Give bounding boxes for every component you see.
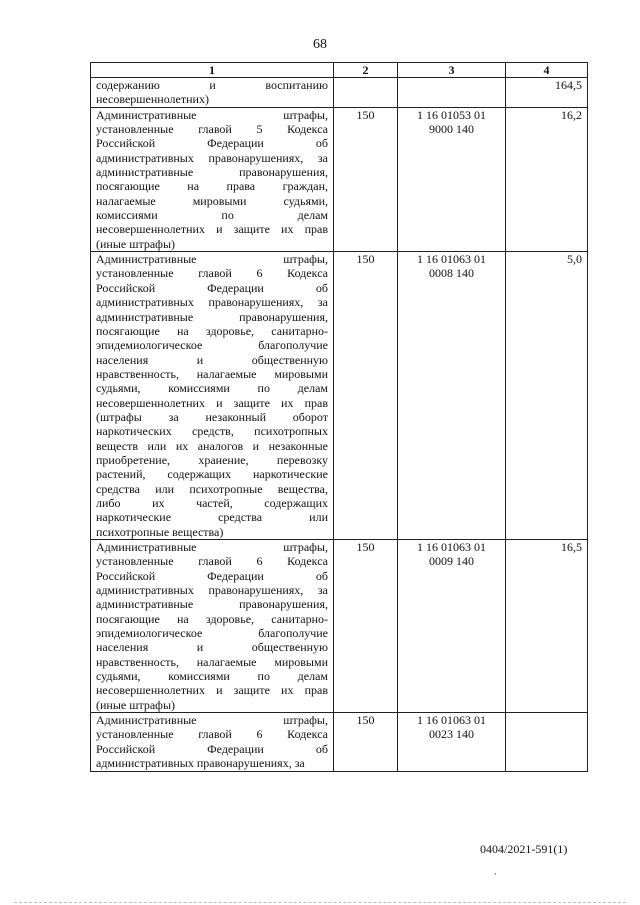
document-code: 0404/2021-591(1) bbox=[480, 842, 568, 856]
table-row bbox=[91, 540, 588, 713]
description-line: Административные штрафы, bbox=[96, 713, 328, 728]
description-line: судьями, комиссиями по делам bbox=[96, 669, 328, 684]
row-admin-code: 150 bbox=[334, 107, 398, 251]
row-amount bbox=[506, 713, 588, 771]
budget-table bbox=[90, 62, 588, 772]
budget-code-line: 1 16 01063 01 bbox=[417, 252, 486, 267]
budget-code-line: 0023 140 bbox=[429, 727, 474, 742]
table-header bbox=[91, 63, 588, 78]
description-line: психотропные вещества) bbox=[96, 524, 224, 539]
description-line: административные правонарушения, bbox=[96, 165, 328, 180]
row-amount: 16,5 bbox=[506, 540, 588, 713]
row-amount: 164,5 bbox=[506, 78, 588, 108]
description-line: административные правонарушения, bbox=[96, 309, 328, 324]
description-line: Российской Федерации об bbox=[96, 280, 328, 295]
budget-code-line: 9000 140 bbox=[429, 122, 474, 137]
description-line: Российской Федерации об bbox=[96, 136, 328, 151]
table-body bbox=[91, 78, 588, 772]
description-line: административных правонарушениях, за bbox=[96, 150, 328, 165]
description-line: посягающие на здоровье, санитарно- bbox=[96, 611, 328, 626]
description-line: средства или психотропные вещества, bbox=[96, 481, 328, 496]
row-description bbox=[91, 713, 334, 771]
row-description bbox=[91, 252, 334, 540]
table-row bbox=[91, 107, 588, 251]
description-line: налагаемые мировыми судьями, bbox=[96, 193, 328, 208]
description-line: несовершеннолетних и защите их прав bbox=[96, 222, 328, 237]
description-line: установленные главой 6 Кодекса bbox=[96, 727, 328, 742]
description-line: административные правонарушения, bbox=[96, 597, 328, 612]
description-line: Административные штрафы, bbox=[96, 252, 328, 267]
row-admin-code: 150 bbox=[334, 540, 398, 713]
budget-code-line: 1 16 01063 01 bbox=[417, 713, 486, 728]
row-admin-code: 150 bbox=[334, 713, 398, 771]
row-budget-code bbox=[398, 252, 506, 540]
description-line: эпидемиологическое благополучие bbox=[96, 626, 328, 641]
budget-code-line: 1 16 01053 01 bbox=[417, 107, 486, 122]
description-line: либо их частей, содержащих bbox=[96, 495, 328, 510]
scan-mark: , bbox=[494, 866, 497, 876]
description-line: Административные штрафы, bbox=[96, 107, 328, 122]
row-admin-code: 150 bbox=[334, 252, 398, 540]
description-line: посягающие на здоровье, санитарно- bbox=[96, 323, 328, 338]
description-line: несовершеннолетних и защите их прав bbox=[96, 683, 328, 698]
row-budget-code bbox=[398, 78, 506, 108]
column-header-2: 2 bbox=[334, 63, 398, 78]
description-line: административных правонарушениях, за bbox=[96, 583, 328, 598]
row-description bbox=[91, 78, 334, 108]
description-line: (иные штрафы) bbox=[96, 697, 176, 712]
description-line: Российской Федерации об bbox=[96, 568, 328, 583]
description-line: населения и общественную bbox=[96, 352, 328, 367]
description-line: (иные штрафы) bbox=[96, 236, 176, 251]
description-line: наркотические средства или bbox=[96, 510, 328, 525]
bottom-rule bbox=[14, 902, 626, 903]
description-line: нравственность, налагаемые мировыми bbox=[96, 366, 328, 381]
budget-code-line: 1 16 01063 01 bbox=[417, 540, 486, 554]
column-header-4: 4 bbox=[506, 63, 588, 78]
description-line: содержанию и воспитанию bbox=[96, 78, 328, 92]
table-row bbox=[91, 252, 588, 540]
row-budget-code bbox=[398, 107, 506, 251]
description-line: комиссиями по делам bbox=[96, 208, 328, 223]
row-budget-code bbox=[398, 713, 506, 771]
row-description bbox=[91, 107, 334, 251]
description-line: судьями, комиссиями по делам bbox=[96, 381, 328, 396]
budget-code-line: 0008 140 bbox=[429, 266, 474, 281]
description-line: установленные главой 6 Кодекса bbox=[96, 266, 328, 281]
row-budget-code bbox=[398, 540, 506, 713]
row-admin-code bbox=[334, 78, 398, 108]
row-amount: 5,0 bbox=[506, 252, 588, 540]
description-line: эпидемиологическое благополучие bbox=[96, 338, 328, 353]
description-line: установленные главой 6 Кодекса bbox=[96, 554, 328, 569]
description-line: наркотических средств, психотропных bbox=[96, 424, 328, 439]
row-description bbox=[91, 540, 334, 713]
description-line: веществ или их аналогов и незаконные bbox=[96, 438, 328, 453]
description-line: растений, содержащих наркотические bbox=[96, 467, 328, 482]
column-header-1: 1 bbox=[91, 63, 334, 78]
description-line: (штрафы за незаконный оборот bbox=[96, 409, 328, 424]
description-line: несовершеннолетних) bbox=[96, 92, 209, 107]
description-line: установленные главой 5 Кодекса bbox=[96, 122, 328, 137]
description-line: административных правонарушениях, за bbox=[96, 756, 305, 771]
page-number: 68 bbox=[313, 37, 327, 52]
table-row bbox=[91, 78, 588, 108]
column-header-3: 3 bbox=[398, 63, 506, 78]
row-amount: 16,2 bbox=[506, 107, 588, 251]
description-line: административных правонарушениях, за bbox=[96, 295, 328, 310]
description-line: Российской Федерации об bbox=[96, 741, 328, 756]
budget-code-line: 0009 140 bbox=[429, 554, 474, 569]
description-line: нравственность, налагаемые мировыми bbox=[96, 654, 328, 669]
description-line: посягающие на права граждан, bbox=[96, 179, 328, 194]
table-row bbox=[91, 713, 588, 771]
description-line: населения и общественную bbox=[96, 640, 328, 655]
header-row bbox=[91, 63, 588, 78]
description-line: Административные штрафы, bbox=[96, 540, 328, 554]
description-line: несовершеннолетних и защите их прав bbox=[96, 395, 328, 410]
description-line: приобретение, хранение, перевозку bbox=[96, 452, 328, 467]
